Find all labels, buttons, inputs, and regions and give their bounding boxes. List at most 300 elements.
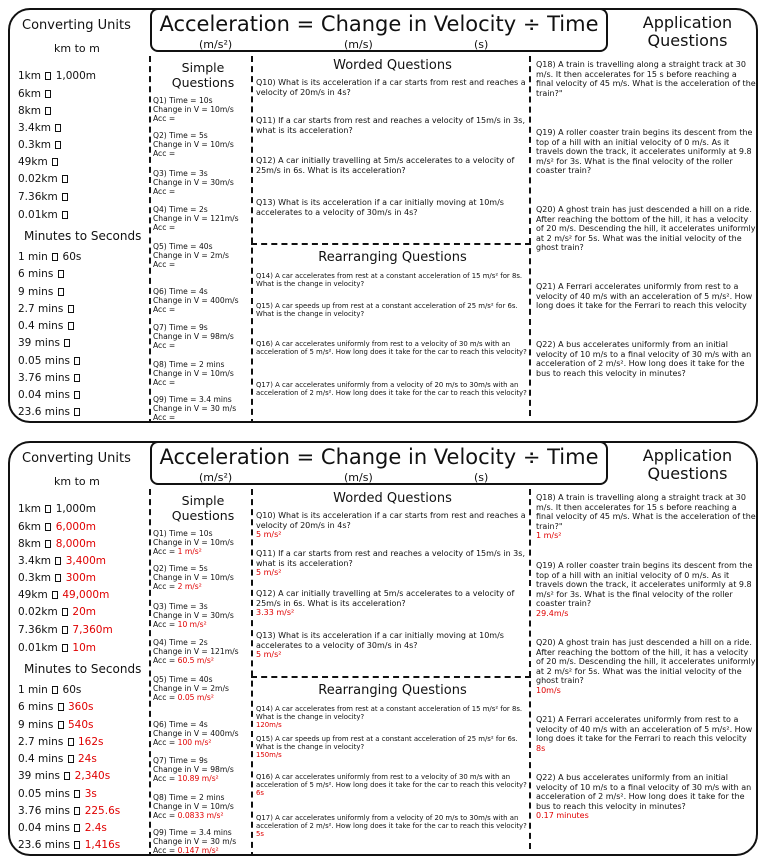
application-question-text: Q20) A ghost train has just descended a hill on a ride. After reaching the bottom of the hill, it has a velocity of 20 m/s. Descending the hill, it accelerates uniformly at 2 m/s² for 5s. What was the initial velocity of the ghost train? [536, 638, 756, 685]
km-item [18, 589, 109, 601]
simple-answer: 0.05 m/s² [177, 693, 214, 703]
worded-title: Worded Questions [333, 491, 452, 506]
simple-acc-line [153, 582, 255, 591]
acc-label: Acc = [153, 149, 176, 159]
arrow-placeholder-icon [74, 824, 80, 832]
simple-time: Q9) Time = 3.4 mins [153, 828, 232, 837]
application-title: Application Questions [642, 446, 733, 483]
minutes-question: 9 mins [18, 286, 54, 298]
simple-change-v: Change in V = 10m/s [153, 538, 234, 548]
km-question: 3.4km [18, 122, 52, 134]
km-item [18, 624, 113, 636]
simple-question [153, 323, 255, 351]
minutes-item [18, 355, 81, 367]
km-question: 1km [18, 503, 41, 515]
arrow-placeholder-icon [58, 721, 64, 729]
converting-title: Converting Units [22, 18, 131, 33]
arrow-placeholder-icon [55, 141, 61, 149]
simple-change-v: Change in V = 121m/s [153, 214, 239, 224]
km-question: 7.36km [18, 191, 58, 203]
km-question: 1km [18, 70, 41, 82]
acc-label: Acc = [153, 620, 178, 630]
arrow-placeholder-icon [68, 755, 74, 763]
arrow-placeholder-icon [52, 158, 58, 166]
application-question [536, 340, 756, 378]
minutes-item [18, 268, 65, 280]
simple-acc-line [153, 656, 255, 665]
simple-question [153, 96, 255, 124]
simple-time: Q7) Time = 9s [153, 323, 208, 332]
minutes-answer: 2,340s [74, 770, 111, 782]
simple-question [153, 564, 255, 592]
minutes-question: 39 mins [18, 337, 60, 349]
acc-label: Acc = [153, 774, 178, 784]
arrow-placeholder-icon [55, 124, 61, 132]
worded-question-text: Q12) A car initially travelling at 5m/s accelerates to a velocity of 25m/s in 6s. What is its acceleration? [256, 156, 515, 175]
minutes-item [18, 320, 75, 332]
divider-left [149, 56, 151, 423]
km-answer: 10m [72, 642, 96, 654]
arrow-placeholder-icon [64, 339, 70, 347]
simple-time: Q7) Time = 9s [153, 756, 208, 765]
km-item [18, 173, 69, 185]
rearranging-title: Rearranging Questions [318, 683, 467, 698]
worded-question-text: Q13) What is its acceleration if a car initially moving at 10m/s accelerates to a velocity of 30m/s in 4s? [256, 198, 504, 217]
simple-time: Q1) Time = 10s [153, 529, 213, 538]
minutes-item [18, 286, 65, 298]
arrow-placeholder-icon [58, 270, 64, 278]
minutes-question: 0.05 mins [18, 788, 70, 800]
acc-label: Acc = [153, 582, 178, 592]
unit-time: (s) [474, 471, 489, 484]
simple-question [153, 242, 255, 270]
km-to-m-title: km to m [54, 42, 100, 55]
simple-acc-line [153, 149, 255, 158]
simple-time: Q9) Time = 3.4 mins [153, 395, 232, 404]
simple-acc-line [153, 378, 255, 387]
rearranging-question [256, 773, 532, 798]
acc-label: Acc = [153, 413, 176, 423]
simple-acc-line [153, 620, 255, 629]
simple-question [153, 602, 255, 630]
km-item [18, 70, 96, 82]
arrow-placeholder-icon [52, 253, 58, 261]
minutes-item [18, 684, 81, 696]
minutes-item [18, 719, 94, 731]
minutes-question: 0.04 mins [18, 822, 70, 834]
application-question-text: Q18) A train is travelling along a straight track at 30 m/s. It then accelerates for 15 s before reaching a final velocity of 45 m/s. What is the acceleration of the train?" [536, 493, 756, 531]
rearranging-question [256, 735, 532, 760]
simple-acc-line [153, 413, 255, 422]
minutes-question: 0.4 mins [18, 753, 64, 765]
simple-question [153, 675, 255, 703]
simple-answer: 0.147 m/s² [177, 846, 219, 856]
minutes-question: 23.6 mins [18, 839, 70, 851]
simple-acc-line [153, 223, 255, 232]
minutes-question: 2.7 mins [18, 303, 64, 315]
arrow-placeholder-icon [74, 391, 80, 399]
acc-label: Acc = [153, 656, 178, 666]
simple-question [153, 131, 255, 159]
simple-change-v: Change in V = 30 m/s [153, 837, 237, 847]
simple-time: Q6) Time = 4s [153, 720, 208, 729]
km-question: 8km [18, 538, 41, 550]
simple-time: Q8) Time = 2 mins [153, 360, 225, 369]
arrow-placeholder-icon [52, 686, 58, 694]
simple-question [153, 205, 255, 233]
arrow-placeholder-icon [74, 841, 80, 849]
acc-label: Acc = [153, 305, 176, 315]
km-item [18, 606, 96, 618]
arrow-placeholder-icon [62, 211, 68, 219]
minutes-question: 0.04 mins [18, 389, 70, 401]
km-question: 0.01km [18, 209, 58, 221]
main-title: Acceleration = Change in Velocity ÷ Time [159, 12, 599, 36]
application-question-text: Q22) A bus accelerates uniformly from an initial velocity of 10 m/s to a final velocity of 30 m/s with an acceleration of 2 m/s². How long does it take for the bus to reach this velocity in minutes? [536, 773, 752, 811]
application-answer: 10m/s [536, 685, 561, 695]
simple-acc-line [153, 846, 255, 855]
simple-change-v: Change in V = 98m/s [153, 765, 234, 775]
simple-title: Simple Questions [171, 60, 235, 90]
arrow-placeholder-icon [55, 574, 61, 582]
arrow-placeholder-icon [62, 644, 68, 652]
rearranging-question [256, 705, 532, 730]
simple-time: Q4) Time = 2s [153, 205, 208, 214]
simple-answer: 2 m/s² [177, 582, 202, 592]
minutes-item [18, 770, 110, 782]
worded-question [256, 78, 532, 97]
minutes-answer: 3s [84, 788, 97, 800]
rearranging-question-text: Q17) A car accelerates uniformly from a velocity of 20 m/s to 30m/s with an acceleration of 2 m/s². How long does it take for the car to reach this velocity? [256, 381, 527, 398]
simple-question [153, 828, 255, 856]
minutes-question: 3.76 mins [18, 805, 70, 817]
application-question-text: Q18) A train is travelling along a straight track at 30 m/s. It then accelerates for 15 s before reaching a final velocity of 45 m/s. What is the acceleration of the train?" [536, 60, 756, 98]
acc-label: Acc = [153, 811, 178, 821]
acc-label: Acc = [153, 341, 176, 351]
arrow-placeholder-icon [68, 305, 74, 313]
km-question: 6km [18, 88, 41, 100]
application-question [536, 715, 756, 753]
km-item [18, 572, 96, 584]
km-item [18, 156, 59, 168]
application-answer: 8s [536, 743, 546, 753]
divider-rearranging [251, 676, 531, 678]
minutes-item [18, 337, 71, 349]
application-question [536, 128, 756, 176]
km-answer: 20m [72, 606, 96, 618]
application-question [536, 638, 756, 695]
minutes-answer: 60s [62, 684, 82, 696]
title-box [150, 441, 608, 485]
arrow-placeholder-icon [74, 807, 80, 815]
unit-velocity: (m/s) [344, 38, 373, 51]
km-item [18, 503, 96, 515]
rearranging-question [256, 814, 532, 839]
worded-answer: 5 m/s² [256, 650, 282, 659]
simple-question [153, 756, 255, 784]
rearranging-question [256, 272, 532, 288]
divider-right [529, 56, 531, 416]
simple-question [153, 169, 255, 197]
simple-acc-line [153, 774, 255, 783]
rearranging-question [256, 302, 532, 318]
application-question [536, 205, 756, 253]
minutes-question: 23.6 mins [18, 406, 70, 418]
minutes-item [18, 805, 120, 817]
km-to-m-title: km to m [54, 475, 100, 488]
km-answer: 3,400m [65, 555, 106, 567]
rearranging-answer: 150m/s [256, 751, 282, 760]
arrow-placeholder-icon [74, 374, 80, 382]
minutes-answer: 24s [78, 753, 97, 765]
arrow-placeholder-icon [62, 626, 68, 634]
acc-label: Acc = [153, 114, 176, 124]
application-question-text: Q19) A roller coaster train begins its descent from the top of a hill with an initial velocity of 0 m/s. As it travels down the track, it accelerates uniformly at 9.8 m/s² for 3s. What is the final velocity of the roller coaster train? [536, 561, 753, 608]
simple-answer: 10 m/s² [177, 620, 207, 630]
minutes-question: 6 mins [18, 268, 54, 280]
minutes-item [18, 389, 81, 401]
acc-label: Acc = [153, 260, 176, 270]
rearranging-question-text: Q14) A car accelerates from rest at a constant acceleration of 15 m/s² for 8s. What is the change in velocity? [256, 272, 523, 289]
rearranging-question-text: Q15) A car speeds up from rest at a constant acceleration of 25 m/s² for 6s. What is the change in velocity? [256, 302, 518, 319]
minutes-item [18, 753, 97, 765]
arrow-placeholder-icon [58, 288, 64, 296]
simple-question [153, 638, 255, 666]
application-answer: 0.17 minutes [536, 811, 589, 820]
km-answer: 6,000m [55, 521, 96, 533]
minutes-item [18, 303, 75, 315]
simple-change-v: Change in V = 10m/s [153, 105, 234, 115]
application-question-text: Q21) A Ferrari accelerates uniformly from rest to a velocity of 40 m/s with an acceleration of 5 m/s². How long does it take for the Ferrari to reach this velocity [536, 282, 753, 310]
simple-time: Q3) Time = 3s [153, 169, 208, 178]
simple-answer: 1 m/s² [177, 547, 202, 557]
simple-question [153, 395, 255, 423]
minutes-title: Minutes to Seconds [24, 229, 142, 243]
rearranging-question-text: Q14) A car accelerates from rest at a constant acceleration of 15 m/s² for 8s. What is the change in velocity? [256, 705, 523, 722]
rearranging-answer: 120m/s [256, 721, 282, 730]
application-title: Application Questions [642, 13, 733, 50]
simple-change-v: Change in V = 121m/s [153, 647, 239, 657]
simple-question [153, 793, 255, 821]
km-item [18, 139, 62, 151]
worded-question-text: Q13) What is its acceleration if a car initially moving at 10m/s accelerates to a velocity of 30m/s in 4s? [256, 631, 504, 650]
rearranging-question-text: Q16) A car accelerates uniformly from rest to a velocity of 30 m/s with an acceleration of 5 m/s². How long does it take for the car to reach this velocity? [256, 340, 527, 357]
minutes-answer: 2.4s [84, 822, 107, 834]
minutes-question: 1 min [18, 684, 48, 696]
km-item [18, 191, 69, 203]
arrow-placeholder-icon [62, 193, 68, 201]
km-question: 49km [18, 156, 48, 168]
simple-time: Q2) Time = 5s [153, 564, 208, 573]
simple-change-v: Change in V = 30m/s [153, 611, 234, 621]
arrow-placeholder-icon [45, 90, 51, 98]
worded-question [256, 156, 532, 175]
arrow-placeholder-icon [74, 357, 80, 365]
arrow-placeholder-icon [74, 790, 80, 798]
simple-question [153, 720, 255, 748]
divider-left [149, 489, 151, 856]
divider-rearranging [251, 243, 531, 245]
arrow-placeholder-icon [45, 72, 51, 80]
worded-question-text: Q10) What is its acceleration if a car starts from rest and reaches a velocity of 20m/s in 4s? [256, 78, 526, 97]
worksheet-answers [8, 441, 758, 856]
arrow-placeholder-icon [74, 408, 80, 416]
worded-answer: 3.33 m/s² [256, 608, 295, 617]
acc-label: Acc = [153, 378, 176, 388]
km-answer: 1,000m [55, 503, 96, 515]
minutes-title: Minutes to Seconds [24, 662, 142, 676]
simple-change-v: Change in V = 2m/s [153, 251, 229, 261]
worded-question [256, 549, 532, 578]
application-question [536, 60, 756, 98]
minutes-question: 3.76 mins [18, 372, 70, 384]
acc-label: Acc = [153, 547, 178, 557]
minutes-question: 0.05 mins [18, 355, 70, 367]
rearranging-title: Rearranging Questions [318, 250, 467, 265]
simple-acc-line [153, 114, 255, 123]
rearranging-answer: 6s [256, 789, 264, 798]
minutes-item [18, 406, 81, 418]
simple-time: Q8) Time = 2 mins [153, 793, 225, 802]
km-item [18, 521, 96, 533]
simple-change-v: Change in V = 30m/s [153, 178, 234, 188]
arrow-placeholder-icon [68, 322, 74, 330]
worksheet-questions [8, 8, 758, 423]
title-box [150, 8, 608, 52]
application-question [536, 561, 756, 618]
km-answer: 7,360m [72, 624, 113, 636]
arrow-placeholder-icon [45, 107, 51, 115]
km-question: 49km [18, 589, 48, 601]
km-question: 7.36km [18, 624, 58, 636]
simple-change-v: Change in V = 10m/s [153, 802, 234, 812]
simple-acc-line [153, 260, 255, 269]
minutes-item [18, 788, 97, 800]
worded-question-text: Q11) If a car starts from rest and reaches a velocity of 15m/s in 3s, what is its acceleration? [256, 549, 525, 568]
arrow-placeholder-icon [52, 591, 58, 599]
km-question: 8km [18, 105, 41, 117]
simple-time: Q1) Time = 10s [153, 96, 213, 105]
simple-acc-line [153, 693, 255, 702]
minutes-question: 6 mins [18, 701, 54, 713]
worded-question-text: Q11) If a car starts from rest and reaches a velocity of 15m/s in 3s, what is its acceleration? [256, 116, 525, 135]
rearranging-question [256, 381, 532, 397]
minutes-question: 2.7 mins [18, 736, 64, 748]
minutes-question: 39 mins [18, 770, 60, 782]
minutes-question: 0.4 mins [18, 320, 64, 332]
application-question-text: Q21) A Ferrari accelerates uniformly from rest to a velocity of 40 m/s with an acceleration of 5 m/s². How long does it take for the Ferrari to reach this velocity [536, 715, 753, 743]
simple-change-v: Change in V = 30 m/s [153, 404, 237, 414]
worded-question-text: Q10) What is its acceleration if a car starts from rest and reaches a velocity of 20m/s in 4s? [256, 511, 526, 530]
simple-acc-line [153, 811, 255, 820]
arrow-placeholder-icon [64, 772, 70, 780]
unit-time: (s) [474, 38, 489, 51]
simple-time: Q5) Time = 40s [153, 242, 213, 251]
arrow-placeholder-icon [62, 608, 68, 616]
km-question: 0.3km [18, 572, 52, 584]
arrow-placeholder-icon [55, 557, 61, 565]
arrow-placeholder-icon [45, 505, 51, 513]
worded-title: Worded Questions [333, 58, 452, 73]
km-answer: 8,000m [55, 538, 96, 550]
simple-question [153, 287, 255, 315]
minutes-item [18, 372, 81, 384]
km-item [18, 642, 96, 654]
simple-change-v: Change in V = 400m/s [153, 729, 239, 739]
km-question: 3.4km [18, 555, 52, 567]
worded-question [256, 589, 532, 618]
converting-title: Converting Units [22, 451, 131, 466]
minutes-item [18, 822, 107, 834]
rearranging-question-text: Q17) A car accelerates uniformly from a velocity of 20 m/s to 30m/s with an acceleration of 2 m/s². How long does it take for the car to reach this velocity? [256, 814, 527, 831]
arrow-placeholder-icon [62, 175, 68, 183]
application-question-text: Q22) A bus accelerates uniformly from an initial velocity of 10 m/s to a final velocity of 30 m/s with an acceleration of 2 m/s². How long does it take for the bus to reach this velocity in minutes? [536, 340, 752, 378]
km-question: 6km [18, 521, 41, 533]
unit-velocity: (m/s) [344, 471, 373, 484]
unit-acceleration: (m/s²) [199, 38, 233, 51]
simple-change-v: Change in V = 10m/s [153, 140, 234, 150]
unit-acceleration: (m/s²) [199, 471, 233, 484]
acc-label: Acc = [153, 693, 178, 703]
rearranging-question-text: Q16) A car accelerates uniformly from rest to a velocity of 30 m/s with an acceleration of 5 m/s². How long does it take for the car to reach this velocity? [256, 773, 527, 790]
worded-question [256, 198, 532, 217]
km-question: 0.01km [18, 642, 58, 654]
arrow-placeholder-icon [45, 540, 51, 548]
arrow-placeholder-icon [58, 703, 64, 711]
application-answer: 29.4m/s [536, 608, 569, 618]
simple-question [153, 529, 255, 557]
application-question-text: Q20) A ghost train has just descended a hill on a ride. After reaching the bottom of the hill, it has a velocity of 20 m/s. Descending the hill, it accelerates uniformly at 2 m/s² for 5s. What was the initial velocity of the ghost train? [536, 205, 756, 252]
minutes-answer: 360s [67, 701, 94, 713]
worded-question [256, 631, 532, 660]
rearranging-answer: 5s [256, 830, 264, 839]
simple-change-v: Change in V = 10m/s [153, 573, 234, 583]
simple-answer: 10.89 m/s² [177, 774, 219, 784]
application-question [536, 282, 756, 311]
km-item [18, 555, 106, 567]
simple-question [153, 360, 255, 388]
minutes-answer: 60s [62, 251, 82, 263]
simple-acc-line [153, 187, 255, 196]
worded-answer: 5 m/s² [256, 568, 282, 577]
minutes-item [18, 736, 104, 748]
km-item [18, 209, 69, 221]
km-item [18, 122, 62, 134]
minutes-answer: 1,416s [84, 839, 121, 851]
simple-change-v: Change in V = 98m/s [153, 332, 234, 342]
km-answer: 300m [65, 572, 96, 584]
simple-title: Simple Questions [171, 493, 235, 523]
simple-time: Q6) Time = 4s [153, 287, 208, 296]
acc-label: Acc = [153, 738, 178, 748]
simple-change-v: Change in V = 2m/s [153, 684, 229, 694]
simple-acc-line [153, 341, 255, 350]
minutes-item [18, 701, 94, 713]
km-item [18, 88, 52, 100]
rearranging-question [256, 340, 532, 356]
simple-acc-line [153, 738, 255, 747]
application-question [536, 493, 756, 541]
worded-question [256, 511, 532, 540]
km-question: 0.3km [18, 139, 52, 151]
simple-answer: 0.0833 m/s² [177, 811, 224, 821]
minutes-item [18, 839, 120, 851]
acc-label: Acc = [153, 846, 178, 856]
minutes-item [18, 251, 81, 263]
application-question-text: Q19) A roller coaster train begins its descent from the top of a hill with an initial velocity of 0 m/s. As it travels down the track, it accelerates uniformly at 9.8 m/s² for 3s. What is the final velocity of the roller coaster train? [536, 128, 753, 175]
application-question [536, 773, 756, 821]
minutes-answer: 540s [67, 719, 94, 731]
